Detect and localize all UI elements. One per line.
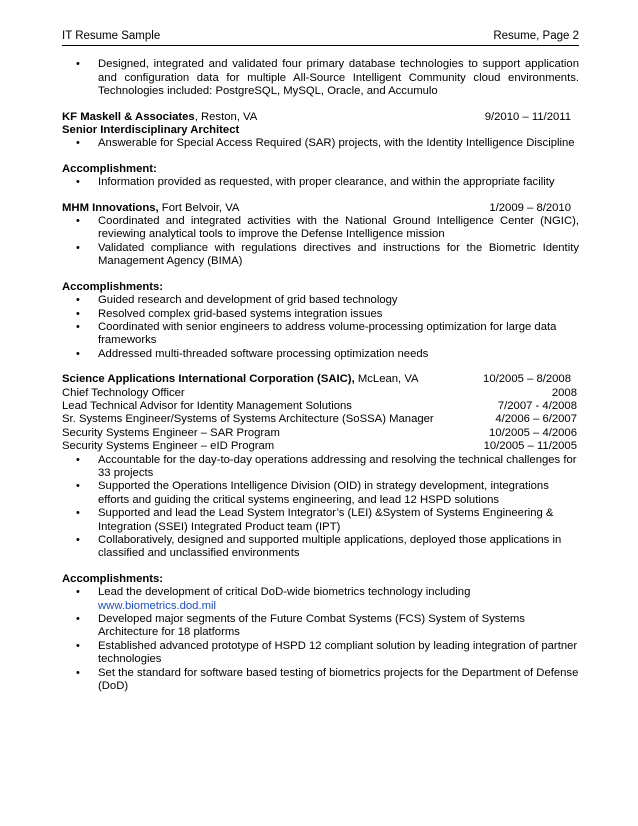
role-row: [62, 427, 579, 440]
company-dates: 10/2005 – 8/2008: [483, 373, 571, 386]
accomplishment-heading: Accomplishment:: [62, 162, 157, 175]
accomplishment-text: Lead the development of critical DoD-wide biometrics technology including: [98, 586, 471, 599]
company-row: [62, 373, 579, 386]
role-dates: 4/2006 – 6/2007: [495, 413, 577, 426]
job-title: Senior Interdisciplinary Architect: [62, 124, 240, 137]
accomplishment-bullet: • Resolved complex grid-based systems integration issues: [62, 308, 579, 321]
accomplishment-bullet: [62, 586, 579, 613]
accomplishment-bullet: • Coordinated with senior engineers to address volume-processing optimization for large data frameworks: [62, 321, 579, 348]
role-dates: 10/2005 – 4/2006: [489, 426, 577, 439]
accomplishment-bullet: • Information provided as requested, with proper clearance, and within the appropriate facility: [62, 176, 579, 189]
role-title: Sr. Systems Engineer/Systems of Systems Architecture (SoSSA) Manager: [62, 413, 434, 426]
company-name: Science Applications International Corporation (SAIC),: [62, 373, 355, 386]
role-dates: 7/2007 - 4/2008: [497, 399, 577, 412]
resume-page: [62, 30, 579, 693]
intro-section: [62, 58, 579, 98]
intro-bullet: • Designed, integrated and validated four primary database technologies to support application and configuration data for multiple All-Source Intelligent Community cloud environments. Technologies included: PostgreSQL, MySQL, Oracle, and Accumulo: [62, 58, 579, 98]
role-row: [62, 400, 579, 413]
accomplishment-heading: Accomplishments:: [62, 280, 164, 293]
role-title: Chief Technology Officer: [62, 386, 185, 399]
company-name: KF Maskell & Associates: [62, 110, 195, 123]
job-mhm-innovations: [62, 202, 579, 361]
company-location: , Reston, VA: [194, 110, 258, 123]
role-title: Security Systems Engineer – SAR Program: [62, 426, 280, 439]
role-dates: 10/2005 – 11/2005: [483, 440, 577, 453]
company-row: [62, 202, 579, 215]
job-saic: [62, 373, 579, 693]
job-bullet: • Collaboratively, designed and supported multiple applications, deployed those applications in classified and unclassified environments: [62, 534, 579, 561]
accomplishment-bullet: • Established advanced prototype of HSPD 12 compliant solution by leading integration of partner technologies: [62, 640, 579, 667]
company-location: McLean, VA: [354, 373, 419, 386]
company-name: MHM Innovations,: [62, 201, 159, 214]
accomplishment-bullet: • Addressed multi-threaded software processing optimization needs: [62, 348, 579, 361]
header-page-number: Resume, Page 2: [493, 30, 579, 42]
role-title: Lead Technical Advisor for Identity Management Solutions: [62, 399, 352, 412]
role-dates: 2008: [551, 386, 577, 399]
page-header: [62, 30, 579, 46]
company-row: [62, 111, 579, 124]
job-bullet: • Validated compliance with regulations directives and instructions for the Biometric Identity Management Agency (BIMA): [62, 242, 579, 269]
job-bullet: • Coordinated and integrated activities with the National Ground Intelligence Center (NGIC), reviewing analytical tools to improve the Defense Intelligence mission: [62, 215, 579, 242]
role-title: Security Systems Engineer – eID Program: [62, 440, 275, 453]
role-row: [62, 413, 579, 426]
header-title: IT Resume Sample: [62, 30, 161, 42]
accomplishment-bullet: • Set the standard for software based testing of biometrics projects for the Department of Defense (DoD): [62, 667, 579, 694]
job-bullet: • Accountable for the day-to-day operations addressing and resolving the technical challenges for 33 projects: [62, 454, 579, 481]
role-row: [62, 440, 579, 453]
job-kf-maskell: [62, 111, 579, 190]
accomplishment-bullet: • Developed major segments of the Future Combat Systems (FCS) System of Systems Architecture for 18 platforms: [62, 613, 579, 640]
accomplishment-bullet: • Guided research and development of grid based technology: [62, 294, 579, 307]
company-dates: 1/2009 – 8/2010: [489, 201, 571, 214]
company-location: Fort Belvoir, VA: [158, 201, 240, 214]
accomplishment-heading: Accomplishments:: [62, 572, 164, 585]
role-row: [62, 387, 579, 400]
job-bullet: • Supported the Operations Intelligence Division (OID) in strategy development, integrations efforts and guiding the critical systems engineering, and lead 12 HSPD solutions: [62, 480, 579, 507]
job-bullet: • Supported and lead the Lead System Integrator’s (LEI) &System of Systems Engineering & Integration (SSEI) Integrated Product team (IPT): [62, 507, 579, 534]
biometrics-link[interactable]: www.biometrics.dod.mil: [98, 599, 217, 612]
job-bullet: • Answerable for Special Access Required (SAR) projects, with the Identity Intelligence Discipline: [62, 137, 579, 150]
company-dates: 9/2010 – 11/2011: [484, 110, 571, 123]
